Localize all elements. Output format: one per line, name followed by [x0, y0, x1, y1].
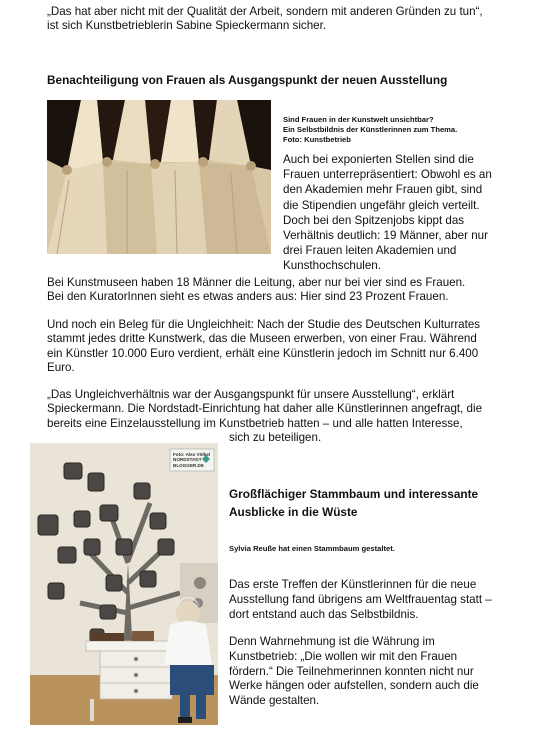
- text-line: Frauen unterrepräsentiert: Obwohl es an: [283, 168, 492, 182]
- text-line: stammt jedes dritte Kunstwerk, das die Museen erwerben, von einer Frau. Während: [47, 332, 477, 346]
- text-line: dort entstand auch das Selbstbildnis.: [229, 607, 419, 621]
- text-line: „Das hat aber nicht mit der Qualität der Arbeit, sondern mit anderen Gründen zu tun“,: [47, 5, 483, 18]
- caption-line: Ein Selbstbildnis der Künstlerinnen zum Thema.: [283, 125, 458, 134]
- text-line: sich zu beteiligen.: [229, 430, 322, 444]
- curtain-photo: [47, 100, 271, 254]
- paragraph-museums: [47, 276, 465, 305]
- badge-line: NORDSTADT: [173, 457, 202, 463]
- text-line: fördern.“ Die Teilnehmerinnen konnten nicht nur: [229, 664, 474, 678]
- section-heading: [229, 485, 478, 521]
- text-line: Denn Wahrnehmung ist die Währung im: [229, 635, 435, 648]
- caption-line: Sind Frauen in der Kunstwelt unsichtbar?: [283, 115, 434, 124]
- text-line: „Das Ungleichverhältnis war der Ausgangspunkt für unsere Ausstellung“, erklärt: [47, 388, 455, 401]
- text-line: Euro.: [47, 360, 75, 374]
- paragraph-first-meeting: [229, 578, 492, 622]
- caption-line: Foto: Kunstbetrieb: [283, 135, 351, 144]
- badge-line: BLOGGER.DE: [173, 462, 204, 468]
- photo-credit: Foto: Alex Völkel: [173, 452, 211, 457]
- photo-credit-badge: [173, 452, 210, 468]
- studio-illustration: [30, 443, 218, 725]
- text-line: Kunsthochschulen.: [283, 259, 381, 273]
- heading-line: Ausblicke in die Wüste: [229, 505, 358, 519]
- text-line: ein Künstler 10.000 Euro verdient, erhält eine Künstlerin jedoch im Schnitt nur 6.400: [47, 346, 479, 360]
- side-paragraph: [283, 152, 492, 274]
- text-line: den Akademien mehr Frauen gibt, sind: [283, 183, 483, 197]
- intro-paragraph: [47, 5, 483, 34]
- curtain-illustration: [47, 100, 271, 254]
- text-line: Kunstbetrieb: „Die wollen wir mit den Frauen: [229, 649, 458, 663]
- paragraph-inequality: [47, 318, 480, 375]
- text-line: Doch bei den Spitzenjobs kippt das: [283, 213, 465, 227]
- paragraph-starting-point: [47, 388, 482, 445]
- text-line: Wände gestalten.: [229, 694, 320, 708]
- text-line: Verhältnis deutlich: 19 Männer, aber nur: [283, 229, 488, 243]
- text-line: Spieckermann. Die Nordstadt-Einrichtung hat daher alle Künstlerinnen angefragt, die: [47, 402, 483, 416]
- text-line: Und noch ein Beleg für die Ungleichheit: Nach der Studie des Deutschen Kulturrates: [47, 318, 481, 331]
- text-line: ist sich Kunstbetrieblerin Sabine Spieckermann sicher.: [47, 19, 327, 33]
- text-line: Auch bei exponierten Stellen sind die: [283, 153, 474, 166]
- paragraph-perception: [229, 635, 479, 709]
- artist-photo: [30, 443, 218, 725]
- text-line: die Stipendien ungefähr gleich verteilt.: [283, 198, 480, 212]
- heading-line: Großflächiger Stammbaum und interessante: [229, 487, 479, 501]
- text-line: Werke hängen oder aufstellen, sondern auch die: [229, 679, 479, 693]
- text-line: Bei den KuratorInnen sieht es etwas anders aus: Hier sind 23 Prozent Frauen.: [47, 290, 449, 304]
- text-line: Bei Kunstmuseen haben 18 Männer die Leitung, aber nur bei vier sind es Frauen.: [47, 276, 466, 289]
- text-line: Das erste Treffen der Künstlerinnen für die neue: [229, 578, 477, 591]
- text-line: Ausstellung fand übrigens am Weltfrauentag statt –: [229, 592, 492, 606]
- section-heading: Benachteiligung von Frauen als Ausgangspunkt der neuen Ausstellung: [47, 73, 448, 87]
- photo-caption: [283, 115, 457, 145]
- photo-caption: Sylvia Reuße hat einen Stammbaum gestaltet.: [229, 544, 395, 553]
- text-line: drei Frauen leiten Akademien und: [283, 244, 457, 258]
- text-line: bereits eine Einzelausstellung im Kunstbetrieb hatten – und alle hatten Interesse,: [47, 416, 463, 430]
